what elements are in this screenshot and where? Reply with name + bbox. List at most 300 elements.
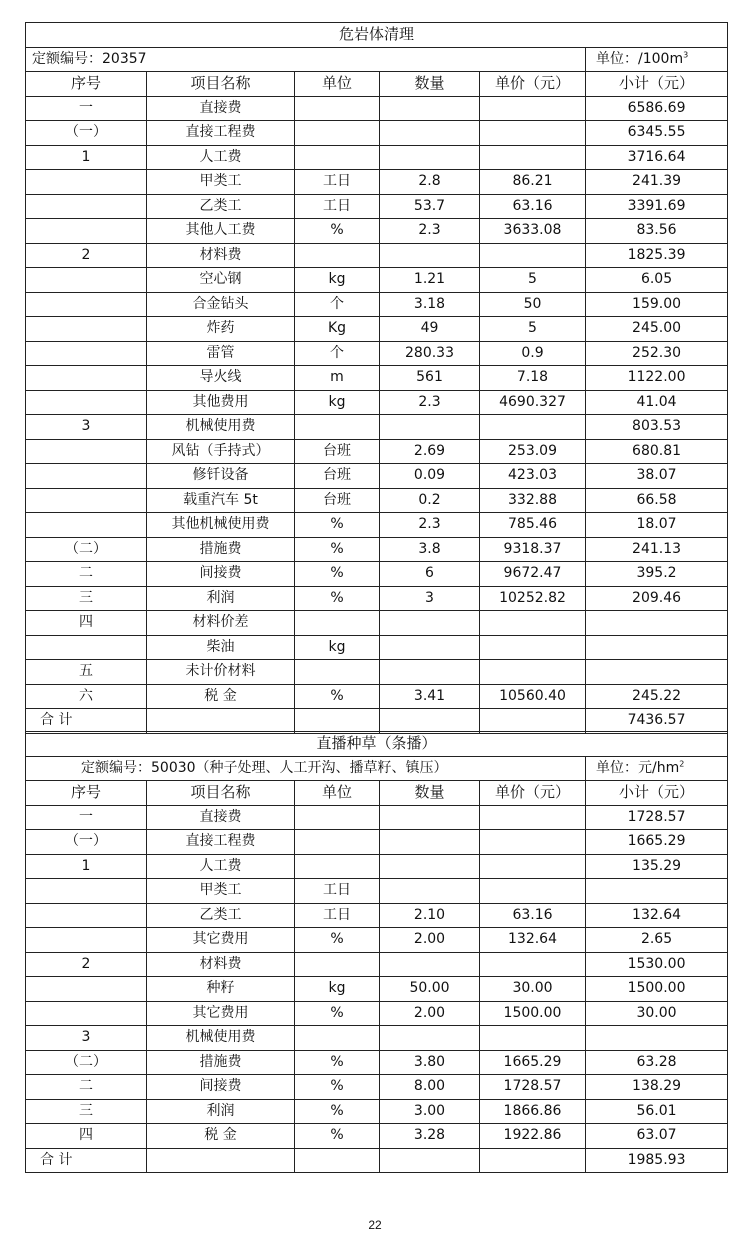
table-cell: 二 bbox=[26, 1075, 147, 1100]
table-cell bbox=[26, 341, 147, 366]
table-cell: 措施费 bbox=[147, 537, 295, 562]
table-cell: 30.00 bbox=[586, 1001, 728, 1026]
table-cell: 风钻（手持式） bbox=[147, 439, 295, 464]
table-cell: 雷管 bbox=[147, 341, 295, 366]
table-cell bbox=[295, 96, 380, 121]
table-cell: 人工费 bbox=[147, 854, 295, 879]
table-cell: % bbox=[295, 1124, 380, 1149]
header-cell: 单价（元） bbox=[480, 72, 586, 97]
table-cell: % bbox=[295, 586, 380, 611]
table-cell: 680.81 bbox=[586, 439, 728, 464]
table-cell: 241.13 bbox=[586, 537, 728, 562]
table-cell: 工日 bbox=[295, 879, 380, 904]
table-cell bbox=[380, 121, 480, 146]
table-cell bbox=[295, 952, 380, 977]
table-row bbox=[26, 415, 728, 440]
table-cell: 1 bbox=[26, 145, 147, 170]
table-cell: 10252.82 bbox=[480, 586, 586, 611]
table-cell: m bbox=[295, 366, 380, 391]
table-row bbox=[26, 390, 728, 415]
table-cell: 395.2 bbox=[586, 562, 728, 587]
table-cell: 四 bbox=[26, 611, 147, 636]
table-cell bbox=[480, 1148, 586, 1173]
header-cell: 序号 bbox=[26, 72, 147, 97]
quota-table-1 bbox=[25, 22, 728, 734]
table-cell bbox=[26, 292, 147, 317]
total-value: 7436.57 bbox=[586, 709, 728, 734]
table-cell: % bbox=[295, 562, 380, 587]
table-cell: 导火线 bbox=[147, 366, 295, 391]
table-cell: 3.00 bbox=[380, 1099, 480, 1124]
table-cell bbox=[480, 96, 586, 121]
table-cell: 241.39 bbox=[586, 170, 728, 195]
table-cell: 2.8 bbox=[380, 170, 480, 195]
table-cell: 2.69 bbox=[380, 439, 480, 464]
table-cell: kg bbox=[295, 635, 380, 660]
table-cell bbox=[380, 854, 480, 879]
table-row bbox=[26, 194, 728, 219]
unit-label: 单位：$/100m^3$ bbox=[586, 47, 728, 72]
table-cell bbox=[26, 439, 147, 464]
table-cell: 人工费 bbox=[147, 145, 295, 170]
table-cell bbox=[295, 830, 380, 855]
total-label: 合 计 bbox=[26, 1148, 147, 1173]
table-row bbox=[26, 1075, 728, 1100]
table-cell: 2 bbox=[26, 952, 147, 977]
table-cell: kg bbox=[295, 977, 380, 1002]
table-cell: % bbox=[295, 1075, 380, 1100]
header-cell: 单位 bbox=[295, 72, 380, 97]
table-cell: 8.00 bbox=[380, 1075, 480, 1100]
table-row bbox=[26, 341, 728, 366]
table-cell: 间接费 bbox=[147, 562, 295, 587]
table-cell bbox=[26, 219, 147, 244]
table-cell bbox=[26, 194, 147, 219]
table-cell bbox=[380, 611, 480, 636]
table-cell bbox=[26, 488, 147, 513]
table-cell: 工日 bbox=[295, 903, 380, 928]
table-cell bbox=[295, 1148, 380, 1173]
table-cell: % bbox=[295, 1001, 380, 1026]
table-cell: 炸药 bbox=[147, 317, 295, 342]
table-cell bbox=[586, 660, 728, 685]
table-cell: % bbox=[295, 1099, 380, 1124]
table-cell bbox=[480, 243, 586, 268]
table-cell: 2 bbox=[26, 243, 147, 268]
table-title: 危岩体清理 bbox=[26, 23, 728, 48]
table-cell bbox=[295, 415, 380, 440]
table-cell: 4690.327 bbox=[480, 390, 586, 415]
table-cell bbox=[295, 611, 380, 636]
table-cell bbox=[26, 390, 147, 415]
table-cell bbox=[480, 709, 586, 734]
table-cell: 2.3 bbox=[380, 219, 480, 244]
header-cell: 项目名称 bbox=[147, 72, 295, 97]
table-cell: 280.33 bbox=[380, 341, 480, 366]
table-cell bbox=[380, 879, 480, 904]
table-cell: 工日 bbox=[295, 194, 380, 219]
table-cell: 其他费用 bbox=[147, 390, 295, 415]
table-row bbox=[26, 586, 728, 611]
table-cell bbox=[26, 928, 147, 953]
header-cell: 数量 bbox=[380, 781, 480, 806]
table-cell: 直接费 bbox=[147, 805, 295, 830]
table-cell: 六 bbox=[26, 684, 147, 709]
table-row bbox=[26, 464, 728, 489]
table-cell: 49 bbox=[380, 317, 480, 342]
table-cell bbox=[26, 366, 147, 391]
table-cell bbox=[295, 121, 380, 146]
table-cell: 3.8 bbox=[380, 537, 480, 562]
table-cell bbox=[380, 830, 480, 855]
table-cell: 245.22 bbox=[586, 684, 728, 709]
table-cell bbox=[147, 709, 295, 734]
table-cell: 直接费 bbox=[147, 96, 295, 121]
table-cell: 41.04 bbox=[586, 390, 728, 415]
header-row bbox=[26, 72, 728, 97]
table-cell: Kg bbox=[295, 317, 380, 342]
table-cell: 台班 bbox=[295, 464, 380, 489]
table-row bbox=[26, 879, 728, 904]
table-cell: 2.3 bbox=[380, 513, 480, 538]
header-cell: 序号 bbox=[26, 781, 147, 806]
table-cell: 材料价差 bbox=[147, 611, 295, 636]
table-row bbox=[26, 537, 728, 562]
quota-row bbox=[26, 47, 728, 72]
table-row bbox=[26, 513, 728, 538]
table-cell: 56.01 bbox=[586, 1099, 728, 1124]
table-row bbox=[26, 1026, 728, 1051]
table-cell: % bbox=[295, 684, 380, 709]
table-cell bbox=[26, 268, 147, 293]
table-cell: 材料费 bbox=[147, 952, 295, 977]
table-cell bbox=[586, 879, 728, 904]
table-cell bbox=[295, 243, 380, 268]
table-cell: 乙类工 bbox=[147, 194, 295, 219]
table-cell bbox=[480, 952, 586, 977]
table-row bbox=[26, 1001, 728, 1026]
table-row bbox=[26, 903, 728, 928]
table-cell: 其他人工费 bbox=[147, 219, 295, 244]
table-cell: 间接费 bbox=[147, 1075, 295, 1100]
table-cell: % bbox=[295, 537, 380, 562]
table-cell: 803.53 bbox=[586, 415, 728, 440]
table-cell: 50 bbox=[480, 292, 586, 317]
table-cell bbox=[380, 96, 480, 121]
table-cell: 18.07 bbox=[586, 513, 728, 538]
table-cell: 利润 bbox=[147, 586, 295, 611]
table-cell: 245.00 bbox=[586, 317, 728, 342]
table-cell: 86.21 bbox=[480, 170, 586, 195]
table-cell: 未计价材料 bbox=[147, 660, 295, 685]
table-cell: 3 bbox=[380, 586, 480, 611]
table-cell: 修钎设备 bbox=[147, 464, 295, 489]
table-row bbox=[26, 977, 728, 1002]
table-cell: 785.46 bbox=[480, 513, 586, 538]
table-cell: 3.41 bbox=[380, 684, 480, 709]
table-row bbox=[26, 635, 728, 660]
table-cell bbox=[26, 977, 147, 1002]
table-cell: 132.64 bbox=[480, 928, 586, 953]
header-row bbox=[26, 781, 728, 806]
header-cell: 项目名称 bbox=[147, 781, 295, 806]
table-cell: 1825.39 bbox=[586, 243, 728, 268]
table-cell: 税 金 bbox=[147, 1124, 295, 1149]
table-cell: 30.00 bbox=[480, 977, 586, 1002]
table-cell: 0.2 bbox=[380, 488, 480, 513]
table-cell: kg bbox=[295, 268, 380, 293]
table-cell: 台班 bbox=[295, 488, 380, 513]
table-cell: 138.29 bbox=[586, 1075, 728, 1100]
table-cell: 1500.00 bbox=[480, 1001, 586, 1026]
table-cell: 1500.00 bbox=[586, 977, 728, 1002]
table-cell: 159.00 bbox=[586, 292, 728, 317]
table-row bbox=[26, 660, 728, 685]
table-row bbox=[26, 562, 728, 587]
table-cell bbox=[380, 415, 480, 440]
table-cell bbox=[26, 903, 147, 928]
table-cell: 253.09 bbox=[480, 439, 586, 464]
table-cell: 7.18 bbox=[480, 366, 586, 391]
table-cell: 9672.47 bbox=[480, 562, 586, 587]
table-row bbox=[26, 268, 728, 293]
table-row bbox=[26, 854, 728, 879]
table-cell: 直接工程费 bbox=[147, 121, 295, 146]
table-row bbox=[26, 366, 728, 391]
table-cell: 载重汽车 5t bbox=[147, 488, 295, 513]
table-row bbox=[26, 170, 728, 195]
table-cell: 1665.29 bbox=[480, 1050, 586, 1075]
table-cell: （二） bbox=[26, 1050, 147, 1075]
total-row bbox=[26, 709, 728, 734]
table-cell: 措施费 bbox=[147, 1050, 295, 1075]
table-cell bbox=[380, 145, 480, 170]
page-number: 22 bbox=[368, 1218, 382, 1232]
table-cell bbox=[295, 145, 380, 170]
table-cell bbox=[380, 952, 480, 977]
table-cell bbox=[480, 830, 586, 855]
table-cell bbox=[480, 660, 586, 685]
table-cell: 332.88 bbox=[480, 488, 586, 513]
table-row bbox=[26, 317, 728, 342]
table-row bbox=[26, 488, 728, 513]
table-cell: 个 bbox=[295, 292, 380, 317]
table-row bbox=[26, 1124, 728, 1149]
table-cell bbox=[26, 464, 147, 489]
table-cell bbox=[586, 1026, 728, 1051]
table-cell: 工日 bbox=[295, 170, 380, 195]
table-row bbox=[26, 145, 728, 170]
table-cell: 0.9 bbox=[480, 341, 586, 366]
table-cell: 五 bbox=[26, 660, 147, 685]
table-cell bbox=[480, 611, 586, 636]
table-cell: 机械使用费 bbox=[147, 415, 295, 440]
table-cell: 561 bbox=[380, 366, 480, 391]
table-cell: 税 金 bbox=[147, 684, 295, 709]
table-cell bbox=[295, 854, 380, 879]
table-row bbox=[26, 96, 728, 121]
unit-label: 单位：元$/hm^2$ bbox=[586, 756, 728, 781]
table-row bbox=[26, 121, 728, 146]
table-row bbox=[26, 611, 728, 636]
table-cell: % bbox=[295, 513, 380, 538]
table-cell: 132.64 bbox=[586, 903, 728, 928]
table-cell: 1866.86 bbox=[480, 1099, 586, 1124]
table-row bbox=[26, 439, 728, 464]
table-cell: 63.16 bbox=[480, 903, 586, 928]
table-cell: 5 bbox=[480, 268, 586, 293]
table-cell bbox=[295, 805, 380, 830]
table-cell: 63.07 bbox=[586, 1124, 728, 1149]
header-cell: 数量 bbox=[380, 72, 480, 97]
table-cell bbox=[480, 121, 586, 146]
table-row bbox=[26, 1050, 728, 1075]
table-cell bbox=[380, 1026, 480, 1051]
table-cell: 二 bbox=[26, 562, 147, 587]
table-cell: 3 bbox=[26, 1026, 147, 1051]
table-cell bbox=[480, 854, 586, 879]
table-cell: 2.10 bbox=[380, 903, 480, 928]
table-cell: 柴油 bbox=[147, 635, 295, 660]
table-cell: 甲类工 bbox=[147, 170, 295, 195]
table-cell bbox=[26, 635, 147, 660]
quota-number: 定额编号：20357 bbox=[26, 47, 586, 72]
table-cell: 6.05 bbox=[586, 268, 728, 293]
table-cell: 机械使用费 bbox=[147, 1026, 295, 1051]
table-cell: % bbox=[295, 219, 380, 244]
table-row bbox=[26, 830, 728, 855]
table-cell bbox=[380, 660, 480, 685]
table-cell: 一 bbox=[26, 96, 147, 121]
table-cell: （一） bbox=[26, 830, 147, 855]
table-cell: 9318.37 bbox=[480, 537, 586, 562]
table-cell: 利润 bbox=[147, 1099, 295, 1124]
table-cell: % bbox=[295, 1050, 380, 1075]
table-cell: 6586.69 bbox=[586, 96, 728, 121]
table-cell: 3.80 bbox=[380, 1050, 480, 1075]
table-cell bbox=[26, 879, 147, 904]
table-cell: 3 bbox=[26, 415, 147, 440]
total-label: 合 计 bbox=[26, 709, 147, 734]
table-cell: 台班 bbox=[295, 439, 380, 464]
table-cell: 50.00 bbox=[380, 977, 480, 1002]
table-cell: 其他机械使用费 bbox=[147, 513, 295, 538]
table-cell: 0.09 bbox=[380, 464, 480, 489]
table-title-row bbox=[26, 23, 728, 48]
table-cell: 3633.08 bbox=[480, 219, 586, 244]
table-cell bbox=[380, 1148, 480, 1173]
table-cell: 直接工程费 bbox=[147, 830, 295, 855]
table-row bbox=[26, 952, 728, 977]
table-cell: 66.58 bbox=[586, 488, 728, 513]
table-cell: 1122.00 bbox=[586, 366, 728, 391]
table-row bbox=[26, 1099, 728, 1124]
total-value: 1985.93 bbox=[586, 1148, 728, 1173]
table-cell: 83.56 bbox=[586, 219, 728, 244]
table-cell bbox=[147, 1148, 295, 1173]
table-row bbox=[26, 219, 728, 244]
table-cell: 1665.29 bbox=[586, 830, 728, 855]
table-cell: 三 bbox=[26, 586, 147, 611]
quota-table-2 bbox=[25, 731, 728, 1173]
table-cell: 合金钻头 bbox=[147, 292, 295, 317]
table-title-row bbox=[26, 732, 728, 757]
table-cell bbox=[480, 145, 586, 170]
table-cell: 1.21 bbox=[380, 268, 480, 293]
table-cell bbox=[295, 660, 380, 685]
header-cell: 单位 bbox=[295, 781, 380, 806]
table-row bbox=[26, 928, 728, 953]
table-cell bbox=[295, 1026, 380, 1051]
header-cell: 小计（元） bbox=[586, 72, 728, 97]
table-cell bbox=[586, 611, 728, 636]
table-cell: 1 bbox=[26, 854, 147, 879]
table-cell bbox=[26, 513, 147, 538]
table-cell: （二） bbox=[26, 537, 147, 562]
table-cell: 6345.55 bbox=[586, 121, 728, 146]
header-cell: 单价（元） bbox=[480, 781, 586, 806]
table-row bbox=[26, 243, 728, 268]
table-cell: 乙类工 bbox=[147, 903, 295, 928]
table-cell: 种籽 bbox=[147, 977, 295, 1002]
table-cell: 252.30 bbox=[586, 341, 728, 366]
table-cell bbox=[480, 415, 586, 440]
table-cell bbox=[380, 243, 480, 268]
table-cell: 1728.57 bbox=[586, 805, 728, 830]
table-cell: 3716.64 bbox=[586, 145, 728, 170]
table-cell: % bbox=[295, 928, 380, 953]
table-cell: 423.03 bbox=[480, 464, 586, 489]
table-cell: 3391.69 bbox=[586, 194, 728, 219]
quota-number: 定额编号：50030（种子处理、人工开沟、播草籽、镇压） bbox=[26, 756, 586, 781]
table-cell: 6 bbox=[380, 562, 480, 587]
table-cell: 53.7 bbox=[380, 194, 480, 219]
table-cell bbox=[480, 805, 586, 830]
table-cell bbox=[480, 879, 586, 904]
table-cell: 2.00 bbox=[380, 928, 480, 953]
table-cell: 四 bbox=[26, 1124, 147, 1149]
table-cell: 10560.40 bbox=[480, 684, 586, 709]
table-cell: 3.28 bbox=[380, 1124, 480, 1149]
total-row bbox=[26, 1148, 728, 1173]
table-cell: （一） bbox=[26, 121, 147, 146]
table-cell: 63.28 bbox=[586, 1050, 728, 1075]
table-cell: 1530.00 bbox=[586, 952, 728, 977]
table-cell: 一 bbox=[26, 805, 147, 830]
table-cell: 2.00 bbox=[380, 1001, 480, 1026]
table-cell: 5 bbox=[480, 317, 586, 342]
table-cell: 209.46 bbox=[586, 586, 728, 611]
table-cell bbox=[480, 1026, 586, 1051]
table-cell: 三 bbox=[26, 1099, 147, 1124]
table-cell bbox=[26, 170, 147, 195]
table-cell bbox=[26, 1001, 147, 1026]
table-row bbox=[26, 805, 728, 830]
table-cell bbox=[586, 635, 728, 660]
table-cell: 其它费用 bbox=[147, 928, 295, 953]
table-cell: 135.29 bbox=[586, 854, 728, 879]
header-cell: 小计（元） bbox=[586, 781, 728, 806]
table-cell bbox=[380, 805, 480, 830]
table-cell: 个 bbox=[295, 341, 380, 366]
table-cell bbox=[480, 635, 586, 660]
table-row bbox=[26, 684, 728, 709]
table-cell: 3.18 bbox=[380, 292, 480, 317]
table-cell: 甲类工 bbox=[147, 879, 295, 904]
table-cell: 1922.86 bbox=[480, 1124, 586, 1149]
table-cell: 其它费用 bbox=[147, 1001, 295, 1026]
table-cell: 材料费 bbox=[147, 243, 295, 268]
